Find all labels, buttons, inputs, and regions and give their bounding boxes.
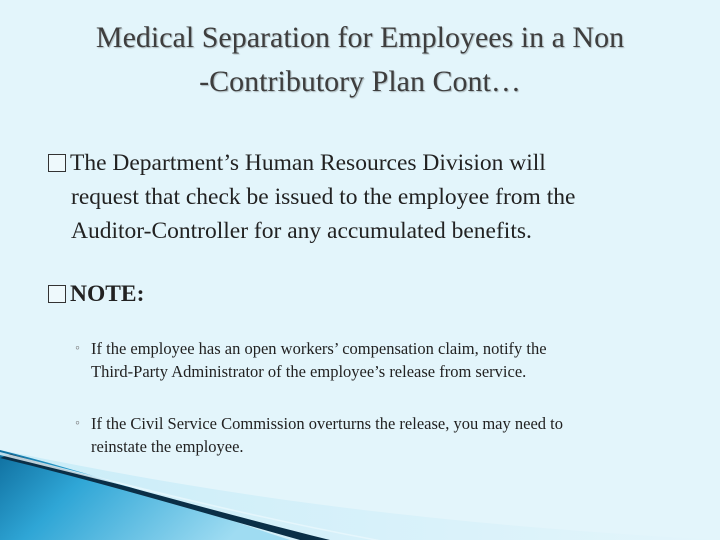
title-line-1: Medical Separation for Employees in a Non (95, 21, 625, 54)
bullet-note (48, 277, 688, 311)
sub-bullet-workers-comp (75, 337, 685, 383)
title-line-2: -Contributory Plan Cont… (199, 65, 521, 98)
note-label: NOTE: (70, 281, 145, 307)
bullet-line-3: Auditor-Controller for any accumulated benefits. (71, 218, 532, 244)
square-bullet-icon (48, 154, 66, 172)
bullet-line-2: request that check be issued to the employee from the (71, 184, 576, 210)
circle-bullet-icon: ◦ (75, 416, 80, 431)
slide-title (10, 16, 710, 104)
square-bullet-icon (48, 285, 66, 303)
circle-bullet-icon: ◦ (75, 341, 80, 356)
bullet-line-1: The Department’s Human Resources Division will (70, 150, 546, 176)
decorative-swoosh (0, 450, 720, 540)
sub-bullet-line-2: Third-Party Administrator of the employee’s release from service. (91, 362, 527, 381)
sub-bullet-line-1: If the Civil Service Commission overturns the release, you may need to (91, 414, 563, 433)
sub-bullet-line-1: If the employee has an open workers’ compensation claim, notify the (91, 339, 547, 358)
bullet-hr-division (48, 146, 688, 248)
sub-bullet-line-2: reinstate the employee. (91, 437, 244, 456)
